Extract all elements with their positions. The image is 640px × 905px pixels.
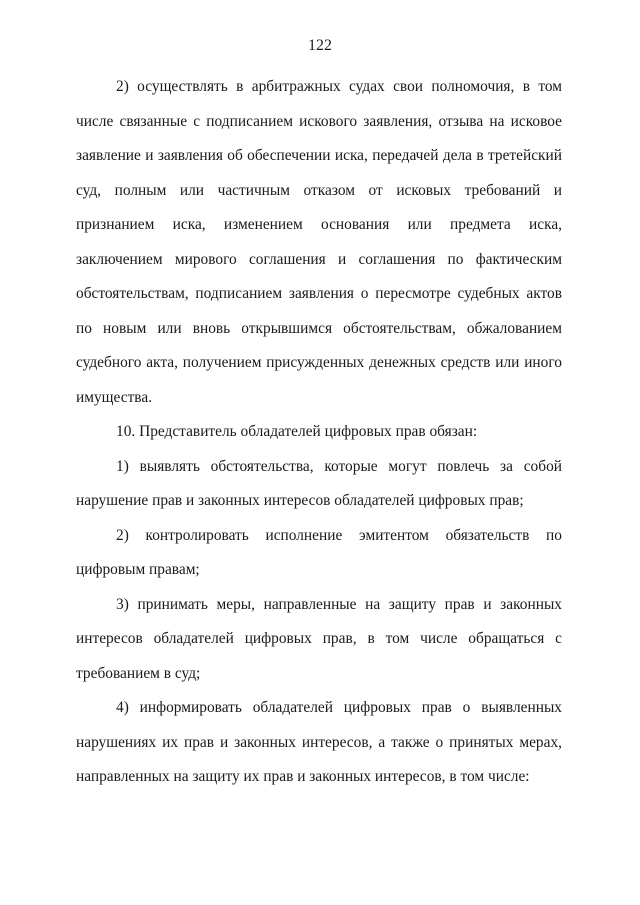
paragraph-representative-obligations: 10. Представитель обладателей цифровых прав обязан: [116, 423, 478, 440]
paragraph-obligation-3: 3) принимать меры, направленные на защиту прав и законных интересов обладателей цифровых прав, в том числе обращаться с требованием в суд; [76, 595, 562, 682]
paragraph-arbitration-powers: 2) осуществлять в арбитражных судах свои полномочия, в том числе связанные с подписанием искового заявления, отзыва на исковое заявление и заявления об обеспечении иска, передачей дела в третейский суд, полным или частичным отказом от исковых требований и признанием иска, изменением основания или предмета иска, заключением мирового соглашения и соглашения по фактическим обстоятельствам, подписанием заявления о пересмотре судебных актов по новым или вновь открывшимся обстоятельствам, обжалованием судебного акта, получением присужденных денежных средств или иного имущества. [76, 78, 562, 406]
page-number: 122 [308, 37, 332, 54]
body-text [76, 70, 562, 795]
paragraph-obligation-2: 2) контролировать исполнение эмитентом обязательств по цифровым правам; [76, 526, 562, 578]
paragraph-obligation-4: 4) информировать обладателей цифровых прав о выявленных нарушениях их прав и законных интересов, а также о принятых мерах, направленных на защиту их прав и законных интересов, в том числе: [76, 699, 562, 785]
paragraph-obligation-1: 1) выявлять обстоятельства, которые могут повлечь за собой нарушение прав и законных интересов обладателей цифровых прав; [76, 457, 562, 509]
